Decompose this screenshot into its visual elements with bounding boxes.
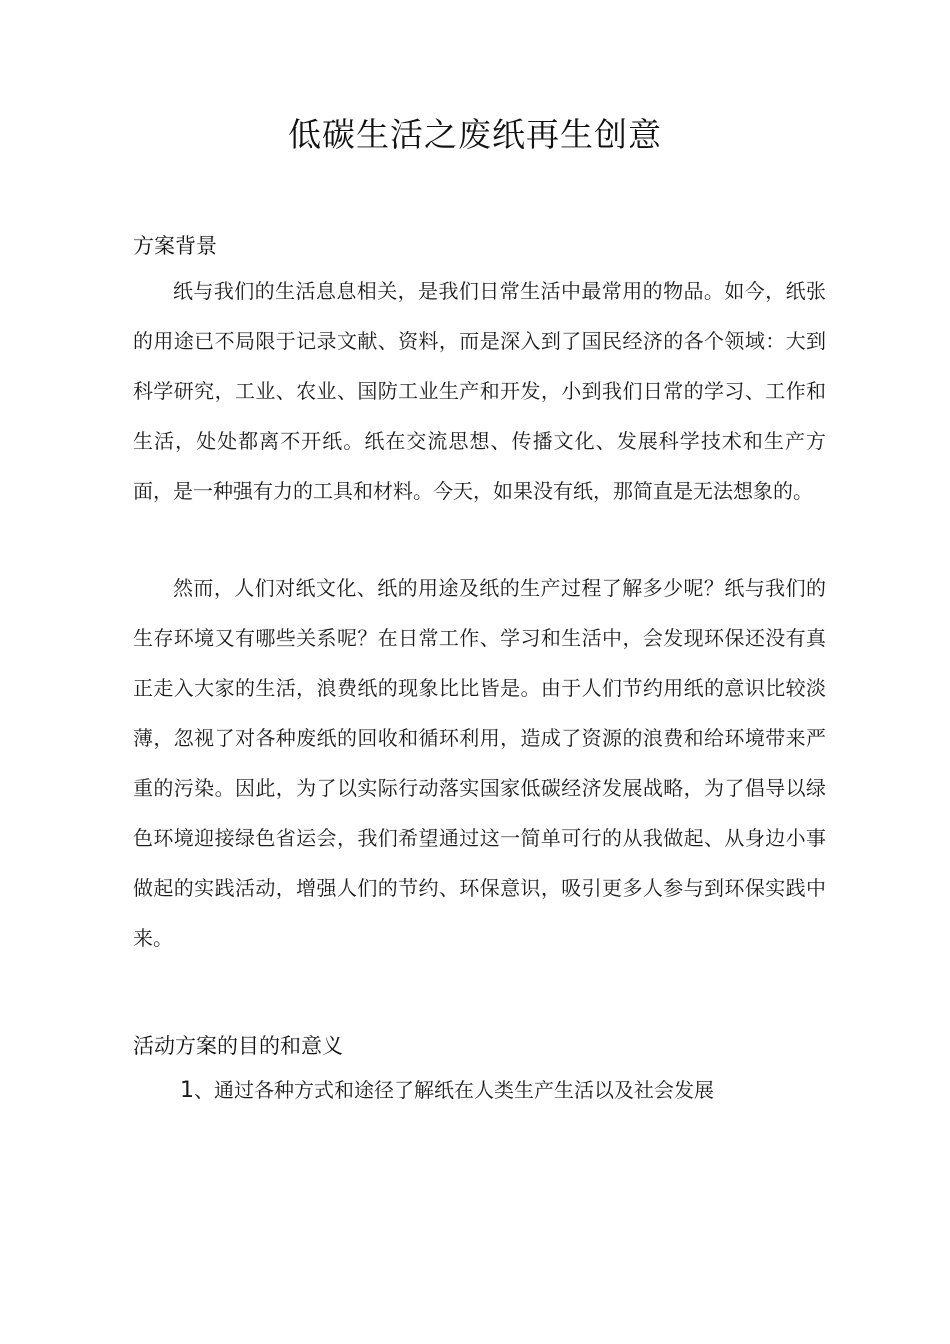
list-item-separator: 、 (194, 1078, 214, 1102)
list-item-number: 1 (180, 1078, 194, 1103)
purpose-list-item-1 (180, 1073, 714, 1108)
section-heading-background: 方案背景 (133, 234, 217, 258)
background-paragraph-1: 纸与我们的生活息息相关，是我们日常生活中最常用的物品。如今，纸张的用途已不局限于记录文献、资料，而是深入到了国民经济的各个领域：大到科学研究，工业、农业、国防工业生产和开发，小到我们日常的学习、工作和生活，处处都离不开纸。纸在交流思想、传播文化、发展科学技术和生产方面，是一种强有力的工具和材料。今天，如果没有纸，那简直是无法想象的。 (133, 279, 826, 503)
list-item-text: 通过各种方式和途径了解纸在人类生产生活以及社会发展 (214, 1078, 714, 1102)
background-paragraph-2: 然而，人们对纸文化、纸的用途及纸的生产过程了解多少呢？纸与我们的生存环境又有哪些关系呢？在日常工作、学习和生活中，会发现环保还没有真正走入大家的生活，浪费纸的现象比比皆是。由于人们节约用纸的意识比较淡薄，忽视了对各种废纸的回收和循环利用，造成了资源的浪费和给环境带来严重的污染。因此，为了以实际行动落实国家低碳经济发展战略，为了倡导以绿色环境迎接绿色省运会，我们希望通过这一简单可行的从我做起、从身边小事做起的实践活动，增强人们的节约、环保意识，吸引更多人参与到环保实践中来。 (133, 576, 826, 950)
section-heading-purpose: 活动方案的目的和意义 (133, 1034, 343, 1058)
document-title: 低碳生活之废纸再生创意 (288, 115, 662, 154)
